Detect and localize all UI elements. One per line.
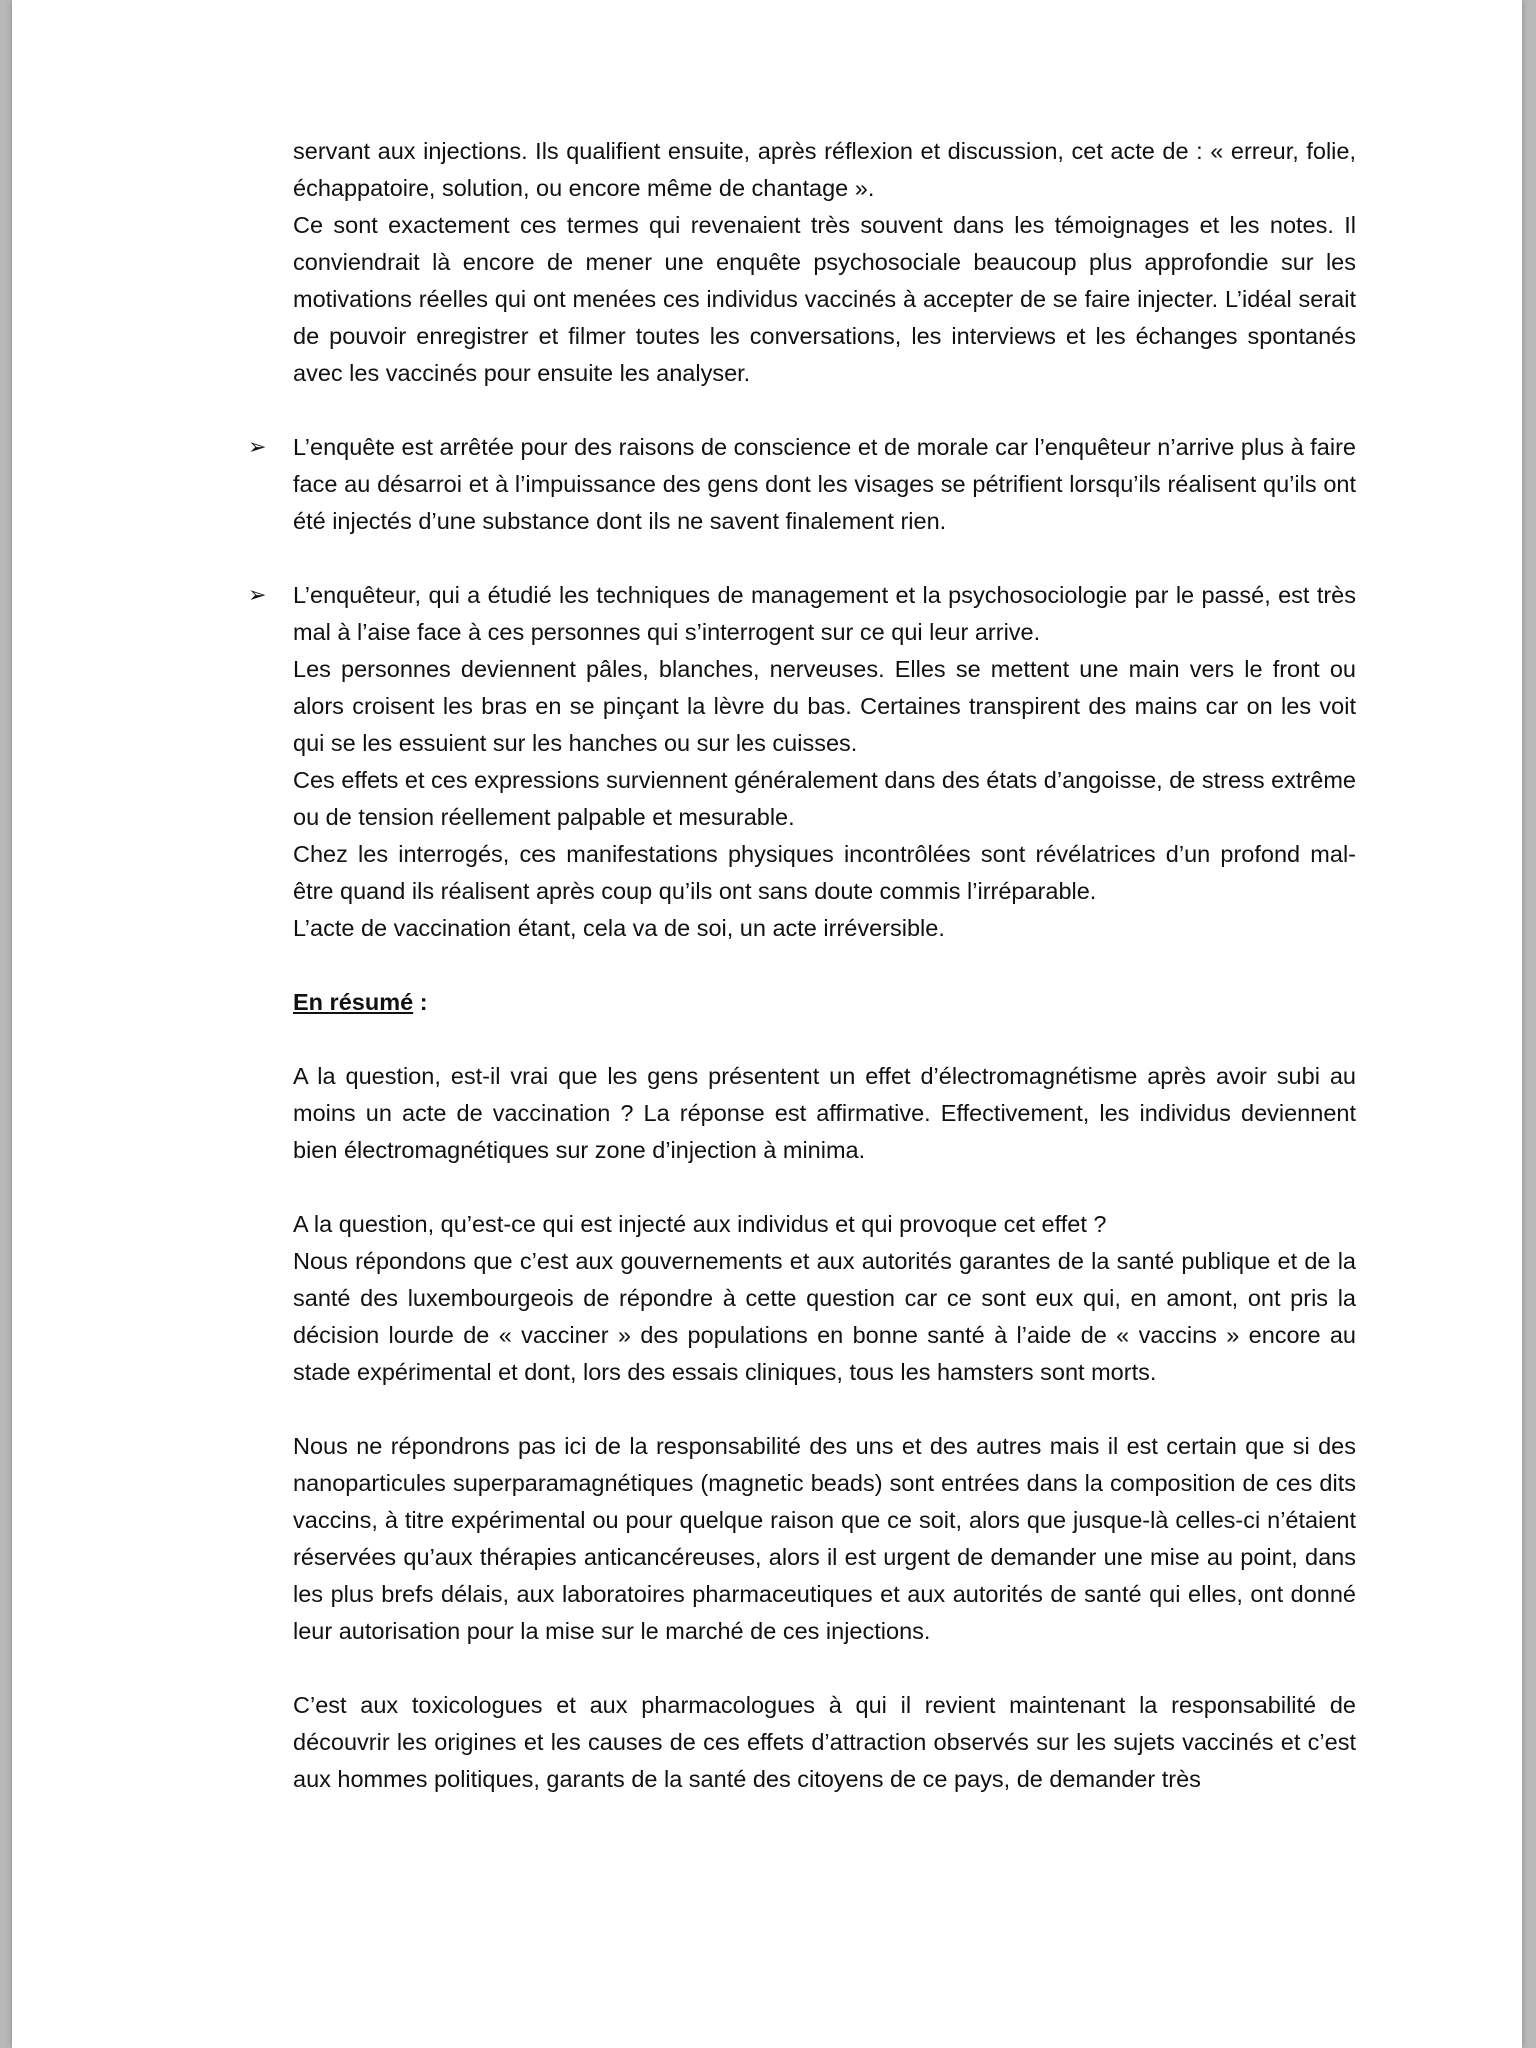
paragraph-final: C’est aux toxicologues et aux pharmacologues à qui il revient maintenant la responsabilité de découvrir les origines et les causes de ces effets d’attraction observés sur les sujets vaccinés et c’est aux hommes politiques, garants de la santé des citoyens de ce pays, de demander très (293, 1692, 1356, 1792)
paragraph-spacer (293, 1169, 1356, 1206)
paragraph-spacer (293, 392, 1356, 429)
paragraph-intro-2: Ce sont exactement ces termes qui revenaient très souvent dans les témoignages et les notes. Il conviendrait là encore de mener une enquête psychosociale beaucoup plus approfondie sur les motivations réelles qui ont menées ces individus vaccinés à accepter de se faire injecter. L’idéal serait de pouvoir enregistrer et filmer toutes les conversations, les interviews et les échanges spontanés avec les vaccinés pour ensuite les analyser. (293, 212, 1356, 386)
paragraph-nanoparticles: Nous ne répondrons pas ici de la responsabilité des uns et des autres mais il est certain que si des nanoparticules superparamagnétiques (magnetic beads) sont entrées dans la composition de ces dits vaccins, à titre expérimental ou pour quelque raison que ce soit, alors que jusque-là celles-ci n’étaient réservées qu’aux thérapies anticancéreuses, alors il est urgent de demander une mise au point, dans les plus brefs délais, aux laboratoires pharmaceutiques et aux autorités de santé qui elles, ont donné leur autorisation pour la mise sur le marché de ces injections. (293, 1433, 1356, 1644)
summary-heading (293, 984, 1356, 1021)
bullet-item-investigator-observations (248, 577, 1356, 947)
paragraph-intro-1: servant aux injections. Ils qualifient ensuite, après réflexion et discussion, cet acte de : « erreur, folie, échappatoire, solution, ou encore même de chantage ». (293, 138, 1356, 201)
bullet-text: L’enquête est arrêtée pour des raisons de conscience et de morale car l’enquêteur n’arrive plus à faire face au désarroi et à l’impuissance des gens dont les visages se pétrifient lorsqu’ils réalisent qu’ils ont été injectés d’une substance dont ils ne savent finalement rien. (293, 434, 1356, 534)
paragraph-spacer (293, 1391, 1356, 1428)
paragraph-summary-question-1: A la question, est-il vrai que les gens présentent un effet d’électromagnétisme après avoir subi au moins un acte de vaccination ? La réponse est affirmative. Effectivement, les individus deviennent bien électromagnétiques sur zone d’injection à minima. (293, 1063, 1356, 1163)
bullet-text: Chez les interrogés, ces manifestations physiques incontrôlées sont révélatrices d’un profond mal-être quand ils réalisent après coup qu’ils ont sans doute commis l’irréparable. (293, 841, 1356, 904)
document-page (12, 0, 1522, 2048)
paragraph-summary-answer-2: Nous répondons que c’est aux gouvernements et aux autorités garantes de la santé publique et de la santé des luxembourgeois de répondre à cette question car ce sont eux qui, en amont, ont pris la décision lourde de « vacciner » des populations en bonne santé à l’aide de « vaccins » encore au stade expérimental et dont, lors des essais cliniques, tous les hamsters sont morts. (293, 1248, 1356, 1385)
paragraph-summary-question-2: A la question, qu’est-ce qui est injecté aux individus et qui provoque cet effet ? (293, 1211, 1107, 1237)
bullet-text: Ces effets et ces expressions surviennent généralement dans des états d’angoisse, de stress extrême ou de tension réellement palpable et mesurable. (293, 767, 1356, 830)
summary-heading-colon: : (413, 989, 428, 1015)
paragraph-spacer (293, 947, 1356, 984)
paragraph-spacer (293, 1650, 1356, 1687)
bullet-text: Les personnes deviennent pâles, blanches, nerveuses. Elles se mettent une main vers le front ou alors croisent les bras en se pinçant la lèvre du bas. Certaines transpirent des mains car on les voit qui se les essuient sur les hanches ou sur les cuisses. (293, 656, 1356, 756)
arrow-bullet-icon: ➢ (248, 583, 267, 608)
paragraph-spacer (293, 540, 1356, 577)
bullet-item-investigation-stopped (248, 429, 1356, 540)
summary-heading-text: En résumé (293, 989, 414, 1015)
arrow-bullet-icon: ➢ (248, 435, 267, 460)
bullet-text: L’enquêteur, qui a étudié les techniques de management et la psychosociologie par le passé, est très mal à l’aise face à ces personnes qui s’interrogent sur ce qui leur arrive. (293, 582, 1356, 645)
paragraph-spacer (293, 1021, 1356, 1058)
document-body (248, 133, 1356, 1798)
bullet-text: L’acte de vaccination étant, cela va de soi, un acte irréversible. (293, 915, 945, 941)
